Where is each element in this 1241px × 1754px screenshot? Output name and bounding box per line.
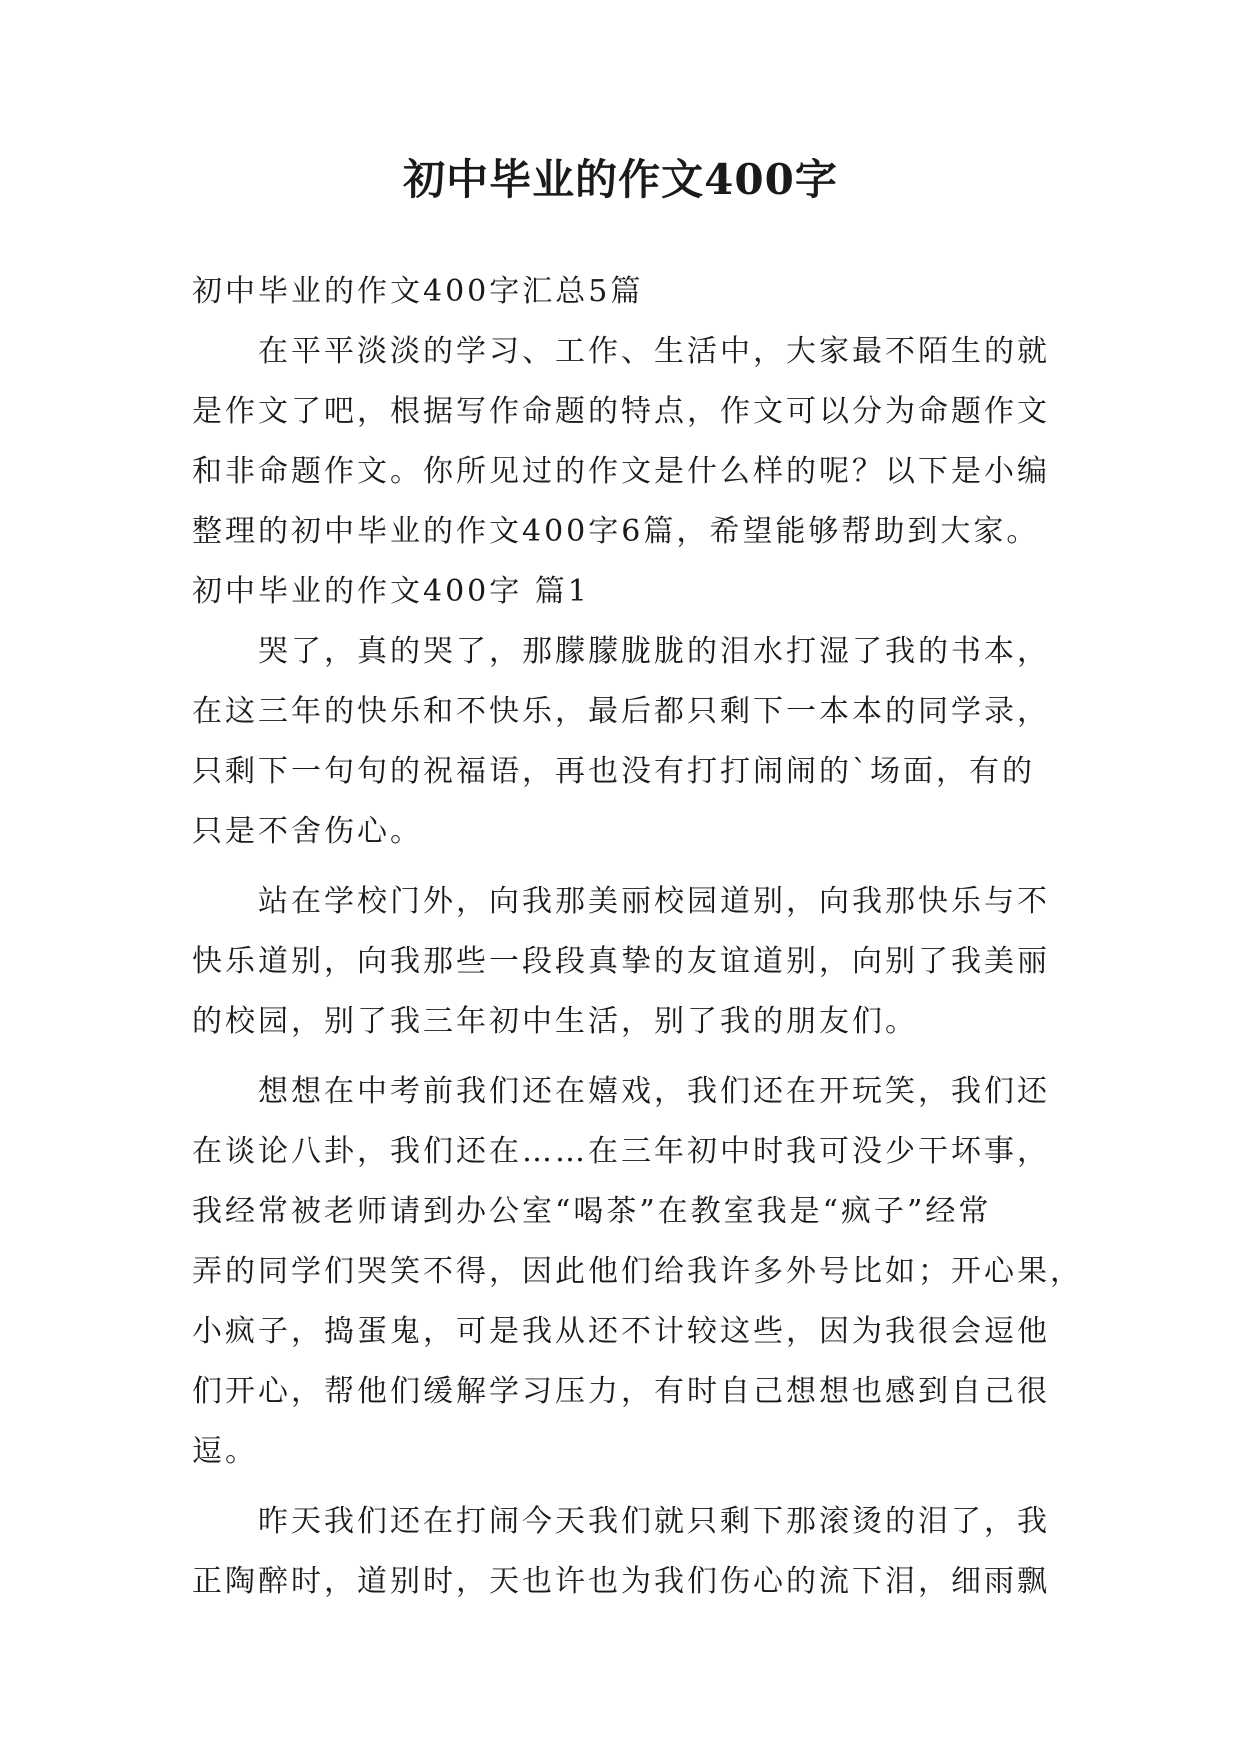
paragraph-line: 的校园，别了我三年初中生活，别了我的朋友们。 xyxy=(192,1004,918,1039)
paragraph-line: 逗。 xyxy=(192,1434,258,1469)
paragraph-spacer xyxy=(192,1052,1054,1062)
paragraph-line: 哭了，真的哭了，那朦朦胧胧的泪水打湿了我的书本， xyxy=(192,634,1050,669)
paragraph-line: 正陶醉时，道别时，天也许也为我们伤心的流下泪，细雨飘 xyxy=(192,1564,1050,1599)
paragraph-line: 站在学校门外，向我那美丽校园道别，向我那快乐与不 xyxy=(192,884,1050,919)
paragraph-line: 在这三年的快乐和不快乐，最后都只剩下一本本的同学录， xyxy=(192,694,1050,729)
paragraph-line: 是作文了吧，根据写作命题的特点，作文可以分为命题作文 xyxy=(192,394,1050,429)
paragraph-3 xyxy=(192,1062,1083,1482)
paragraph-line: 只剩下一句句的祝福语，再也没有打打闹闹的`场面，有的 xyxy=(192,754,1035,789)
document-subtitle: 初中毕业的作文400字汇总5篇 xyxy=(192,274,644,309)
paragraph-2 xyxy=(192,872,1054,1052)
paragraph-line: 想想在中考前我们还在嬉戏，我们还在开玩笑，我们还 xyxy=(192,1074,1050,1109)
paragraph-line: 在谈论八卦，我们还在……在三年初中时我可没少干坏事， xyxy=(192,1134,1050,1169)
intro-paragraph xyxy=(192,322,1054,562)
paragraph-line: 小疯子，捣蛋鬼，可是我从还不计较这些，因为我很会逗他 xyxy=(192,1314,1050,1349)
paragraph-1 xyxy=(192,622,1054,862)
paragraph-line: 们开心，帮他们缓解学习压力，有时自己想想也感到自己很 xyxy=(192,1374,1050,1409)
paragraph-line: 整理的初中毕业的作文400字6篇，希望能够帮助到大家。 xyxy=(192,514,1040,549)
paragraph-line: 弄的同学们哭笑不得，因此他们给我许多外号比如；开心果， xyxy=(192,1254,1083,1289)
paragraph-line: 只是不舍伤心。 xyxy=(192,814,423,849)
paragraph-line: 和非命题作文。你所见过的作文是什么样的呢？以下是小编 xyxy=(192,454,1050,489)
paragraph-spacer xyxy=(192,1482,1054,1492)
paragraph-spacer xyxy=(192,862,1054,872)
section-heading: 初中毕业的作文400字 篇1 xyxy=(192,574,590,609)
paragraph-line: 昨天我们还在打闹今天我们就只剩下那滚烫的泪了，我 xyxy=(192,1504,1050,1539)
document-title: 初中毕业的作文400字 xyxy=(403,155,838,204)
paragraph-line: 快乐道别，向我那些一段段真挚的友谊道别，向别了我美丽 xyxy=(192,944,1050,979)
paragraph-line: 我经常被老师请到办公室“喝茶”在教室我是“疯子”经常 xyxy=(192,1194,992,1229)
paragraph-line: 在平平淡淡的学习、工作、生活中，大家最不陌生的就 xyxy=(192,334,1050,369)
paragraph-4 xyxy=(192,1492,1054,1612)
document-body xyxy=(192,262,1083,1612)
